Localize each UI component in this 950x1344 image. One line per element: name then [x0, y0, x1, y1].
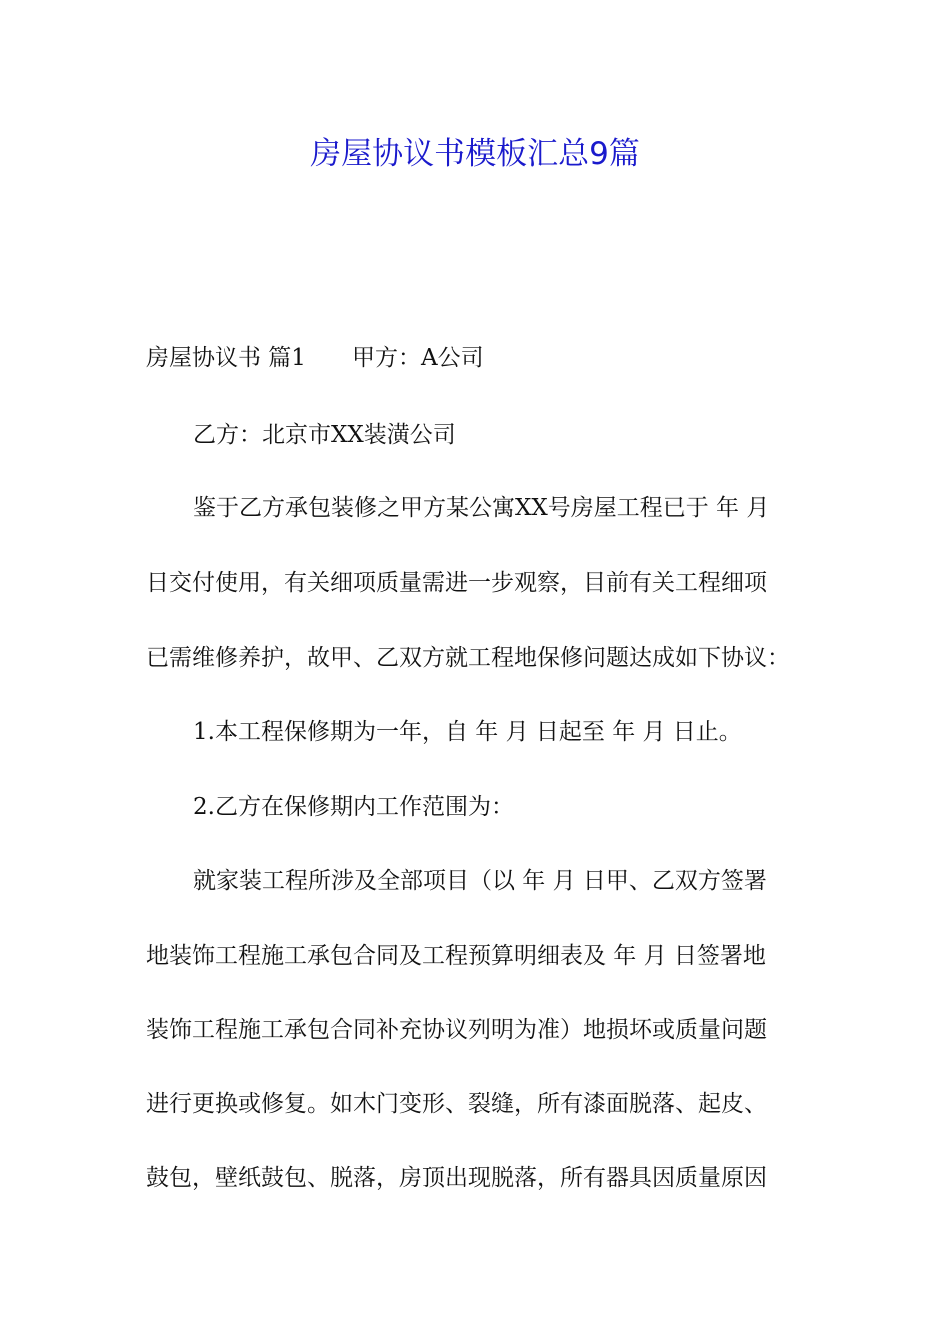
party-a: 甲方：A公司	[351, 345, 484, 371]
paragraph-line: 就家装工程所涉及全部项目（以 年 月 日甲、乙双方签署	[193, 868, 767, 894]
section-heading: 房屋协议书 篇1	[146, 345, 306, 371]
clause-2: 2.乙方在保修期内工作范围为：	[193, 794, 514, 820]
clause-1: 1.本工程保修期为一年，自 年 月 日起至 年 月 日止。	[193, 719, 742, 745]
party-b: 乙方：北京市XX装潢公司	[193, 422, 456, 448]
document-title: 房屋协议书模板汇总9篇	[310, 136, 640, 172]
paragraph-line: 装饰工程施工承包合同补充协议列明为准）地损坏或质量问题	[146, 1017, 767, 1043]
paragraph-line: 鉴于乙方承包装修之甲方某公寓XX号房屋工程已于 年 月	[193, 495, 770, 521]
paragraph-line: 日交付使用，有关细项质量需进一步观察，目前有关工程细项	[146, 570, 767, 596]
paragraph-line: 已需维修养护，故甲、乙双方就工程地保修问题达成如下协议：	[146, 645, 790, 671]
section-heading-line	[146, 338, 810, 378]
paragraph-line: 进行更换或修复。如木门变形、裂缝，所有漆面脱落、起皮、	[146, 1091, 767, 1117]
paragraph-line: 鼓包，壁纸鼓包、脱落，房顶出现脱落，所有器具因质量原因	[146, 1165, 767, 1191]
paragraph-line: 地装饰工程施工承包合同及工程预算明细表及 年 月 日签署地	[146, 943, 766, 969]
